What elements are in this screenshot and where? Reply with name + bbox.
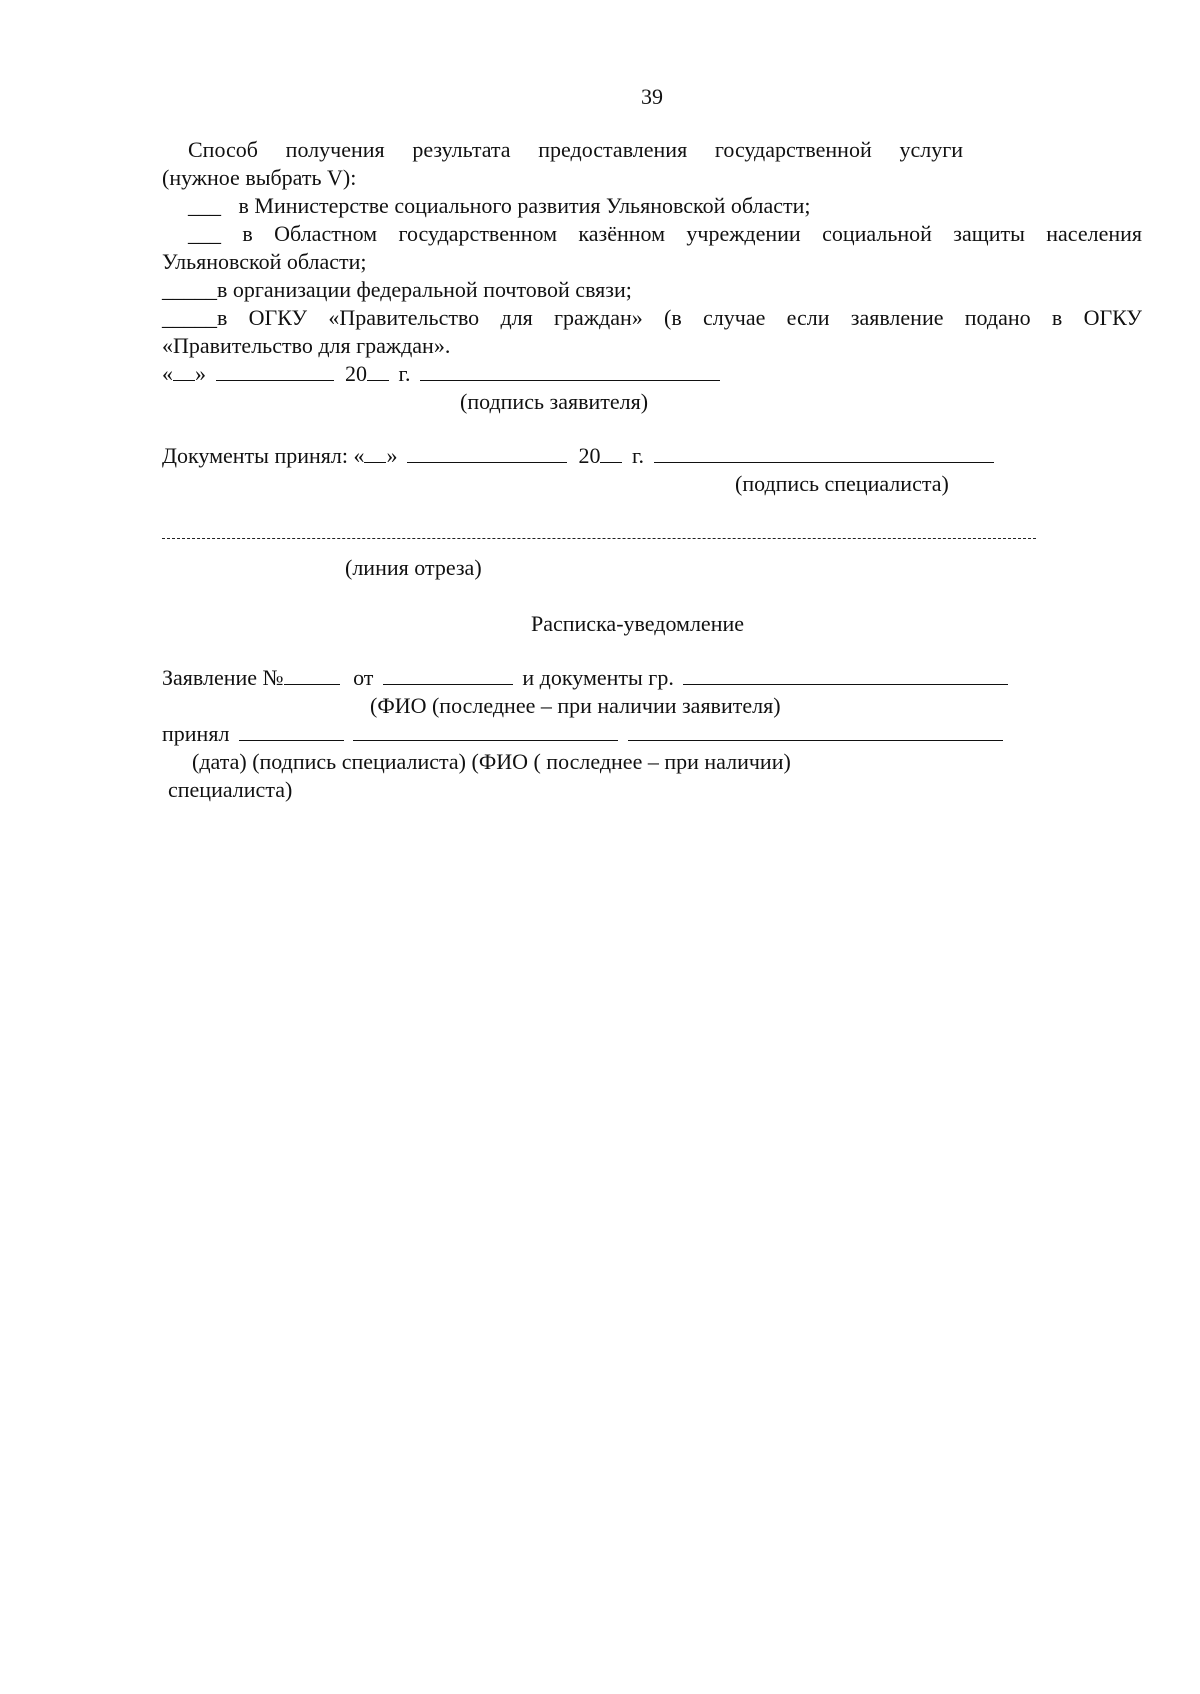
method-option-ogku-cont: Ульяновской области;: [162, 249, 367, 274]
accepted-captions: (дата) (подпись специалиста) (ФИО ( последнее – при наличии): [192, 749, 791, 774]
option-blank[interactable]: ___: [188, 193, 221, 218]
year-prefix: 20: [345, 361, 367, 386]
method-heading-note: (нужное выбрать V):: [162, 165, 357, 190]
accepted-signature-field[interactable]: [353, 722, 618, 741]
accepted-captions-cont: специалиста): [168, 777, 293, 802]
day-quote-close: »: [386, 443, 398, 468]
month-field[interactable]: [407, 444, 567, 463]
accepted-fio-field[interactable]: [628, 722, 1003, 741]
receipt-title: Расписка-уведомление: [531, 611, 745, 636]
option-blank[interactable]: _____: [162, 277, 217, 302]
method-option-gov-cont: «Правительство для граждан».: [162, 333, 451, 358]
documents-accepted-label: Документы принял: «: [162, 443, 365, 468]
accepted-label: принял: [162, 721, 230, 746]
year-field[interactable]: [600, 444, 622, 463]
applicant-signature-caption: (подпись заявителя): [460, 389, 649, 414]
option-label: в организации федеральной почтовой связи;: [217, 277, 632, 302]
citizen-name-field[interactable]: [683, 666, 1008, 685]
statement-number-field[interactable]: [284, 666, 340, 685]
page-number: 39: [641, 84, 663, 109]
fio-caption: (ФИО (последнее – при наличии заявителя): [370, 693, 781, 718]
year-suffix: г.: [398, 361, 411, 386]
method-option-post: [162, 277, 632, 303]
option-label: в Министерстве социального развития Ульяновской области;: [238, 193, 811, 218]
statement-label: Заявление №: [162, 665, 284, 690]
day-quote-open: «: [162, 361, 173, 386]
documents-accepted-line: [162, 443, 994, 469]
option-label: в Областном государственном казённом учреждении социальной защиты населения: [242, 221, 1142, 246]
accepted-date-field[interactable]: [239, 722, 344, 741]
year-prefix: 20: [578, 443, 601, 468]
day-field[interactable]: [364, 444, 386, 463]
option-blank[interactable]: _____: [162, 305, 217, 330]
day-quote-close: »: [195, 361, 206, 386]
method-option-ministry: [188, 193, 811, 219]
method-heading: Способ получения результата предоставления государственной услуги: [188, 137, 963, 162]
method-option-gov: [162, 305, 1142, 331]
year-field[interactable]: [367, 362, 389, 381]
day-field[interactable]: [173, 362, 195, 381]
month-field[interactable]: [216, 362, 334, 381]
year-suffix: г.: [631, 443, 645, 468]
from-label: от: [353, 665, 374, 690]
specialist-signature-field[interactable]: [654, 444, 994, 463]
receipt-accepted-line: [162, 721, 1003, 747]
option-label: в ОГКУ «Правительство для граждан» (в случае если заявление подано в ОГКУ: [217, 305, 1142, 330]
cut-line-caption: (линия отреза): [345, 555, 482, 580]
specialist-signature-caption: (подпись специалиста): [735, 471, 949, 496]
method-option-ogku: [188, 221, 1142, 247]
applicant-signature-field[interactable]: [420, 362, 720, 381]
documents-label: и документы гр.: [522, 665, 674, 690]
receipt-statement-line: [162, 665, 1008, 691]
cut-line: [162, 538, 1036, 539]
statement-date-field[interactable]: [383, 666, 513, 685]
applicant-date-line: [162, 361, 720, 387]
option-blank[interactable]: ___: [188, 221, 221, 246]
